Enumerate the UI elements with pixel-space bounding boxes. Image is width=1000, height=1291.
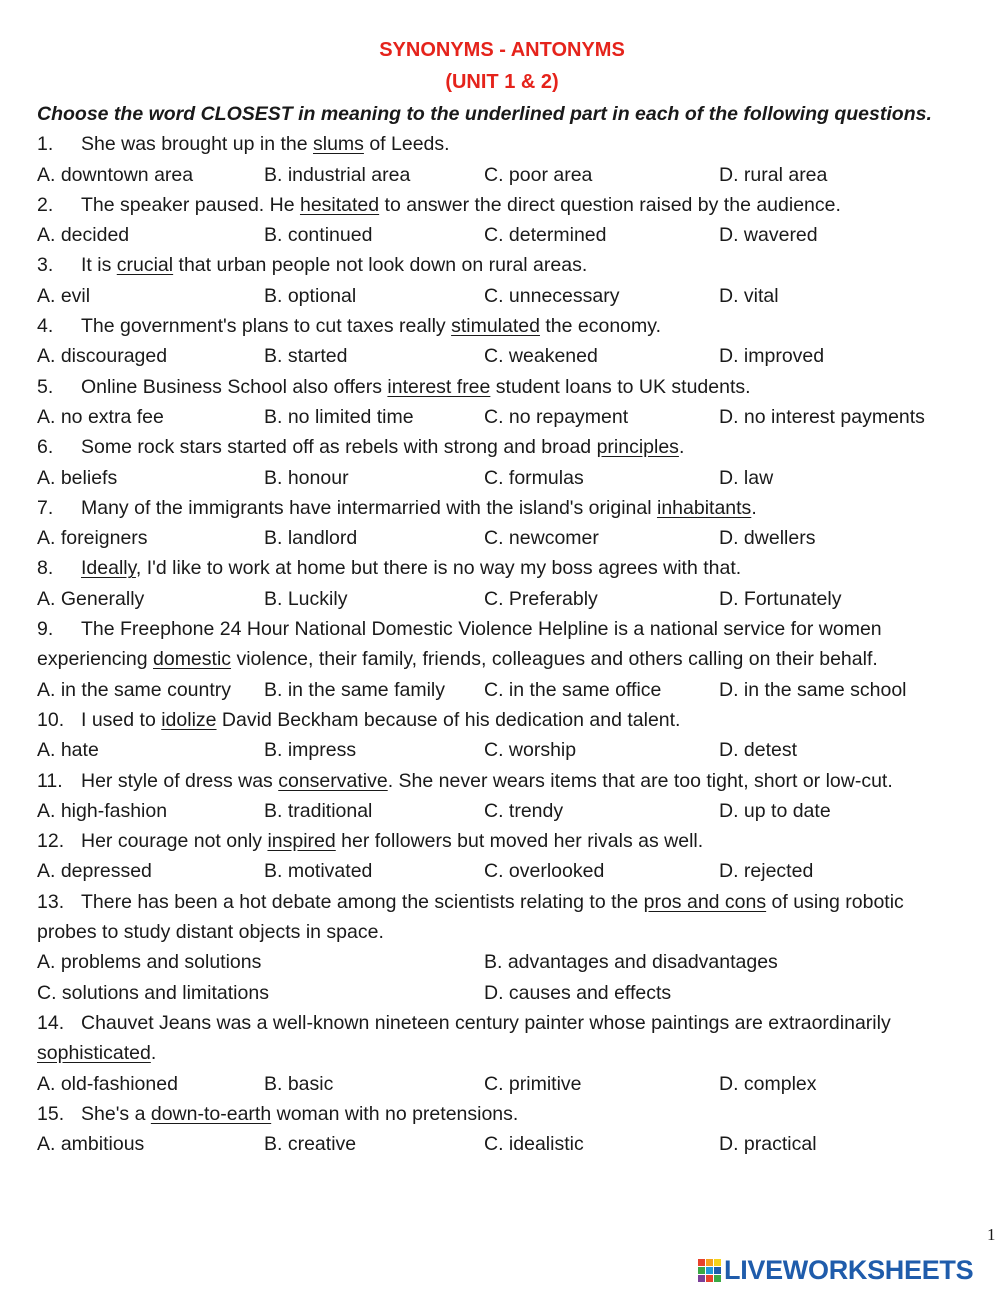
underlined-word: conservative [278,769,388,792]
question-text-before: Her courage not only [81,830,268,853]
answer-option-d[interactable]: D. law [719,466,774,489]
underlined-word: sophisticated [37,1042,151,1065]
question-number: 6. [37,436,54,459]
question-text-after: , I'd like to work at home but there is no way my boss agrees with that. [135,557,742,580]
answer-option-c[interactable]: C. weakened [484,345,598,368]
question-text-before: There has been a hot debate among the scientists relating to the [81,890,644,913]
question-text-before: Many of the immigrants have intermarried with the island's original [81,496,657,519]
question-text-after: her followers but moved her rivals as well. [335,830,704,853]
answer-option-b[interactable]: B. basic [264,1072,334,1095]
answer-option-b[interactable]: B. motivated [264,860,373,883]
question-number: 7. [37,496,54,519]
answer-option-c[interactable]: C. newcomer [484,527,599,550]
answer-option-a[interactable]: A. beliefs [37,466,118,489]
question-text [81,436,684,458]
question-text [81,830,703,852]
answer-option-c[interactable]: C. idealistic [484,1133,584,1156]
worksheet-subtitle: (UNIT 1 & 2) [445,71,559,93]
underlined-word: inhabitants [656,496,752,519]
options-row [37,856,967,886]
question-text [81,1103,518,1125]
answer-option-a[interactable]: A. hate [37,739,99,762]
question-6 [37,432,967,462]
underlined-word: domestic [153,648,232,671]
question-text-before: Some rock stars started off as rebels with strong and broad [81,436,597,459]
question-text [81,315,661,337]
answer-option-a[interactable]: A. evil [37,284,91,307]
answer-option-a[interactable]: A. problems and solutions [37,951,262,974]
options-row [37,281,967,311]
question-text-before: The government's plans to cut taxes really [81,315,452,338]
options-row [37,160,967,190]
question-text-after: woman with no pretensions. [271,1102,519,1125]
question-number: 8. [37,557,54,580]
options-row [37,978,967,1008]
answer-option-c[interactable]: C. poor area [484,163,593,186]
question-text-after: . She never wears items that are too tight, short or low-cut. [387,769,893,792]
answer-option-c[interactable]: C. unnecessary [484,284,620,307]
options-row [37,675,967,705]
question-text-after: of Leeds. [363,133,450,156]
question-7 [37,493,967,523]
underlined-word: interest free [387,375,491,398]
question-text [81,376,751,398]
question-11 [37,766,967,796]
question-number: 2. [37,193,54,216]
question-text-after: of using robotic probes to study distant objects in space. [37,890,904,944]
question-text [37,618,882,670]
question-text-after: to answer the direct question raised by the audience. [379,193,841,216]
answer-option-b[interactable]: B. started [264,345,348,368]
worksheet [37,34,967,1159]
question-4 [37,311,967,341]
brand-name: LIVEWORKSHEETS [724,1255,974,1285]
question-15 [37,1099,967,1129]
question-13 [37,887,967,948]
answer-option-c[interactable]: C. overlooked [484,860,605,883]
options-row [37,341,967,371]
question-text-before: She's a [81,1102,151,1125]
answer-option-b[interactable]: B. advantages and disadvantages [484,951,778,974]
answer-option-c[interactable]: C. determined [484,224,607,247]
instructions: Choose the word CLOSEST in meaning to the underlined part in each of the following questions. [37,103,932,125]
answer-option-d[interactable]: D. detest [719,739,798,762]
answer-option-a[interactable]: A. decided [37,224,130,247]
question-text-after: . [150,1042,157,1065]
answer-option-a[interactable]: A. depressed [37,860,152,883]
answer-option-b[interactable]: B. no limited time [264,405,414,428]
answer-option-c[interactable]: C. solutions and limitations [37,981,269,1004]
question-9 [37,614,967,675]
question-text-before: I used to [81,708,162,731]
answer-option-c[interactable]: C. worship [484,739,577,762]
answer-option-b[interactable]: B. industrial area [264,163,411,186]
answer-option-b[interactable]: B. optional [264,284,357,307]
options-row [37,220,967,250]
answer-option-d[interactable]: D. causes and effects [484,981,672,1004]
underlined-word: crucial [116,254,174,277]
page-number: 1 [987,1225,996,1244]
question-1 [37,129,967,159]
underlined-word: down-to-earth [150,1102,272,1125]
answer-option-b[interactable]: B. landlord [264,527,358,550]
underlined-word: slums [313,133,364,156]
question-text [81,194,841,216]
underlined-word: hesitated [299,193,380,216]
question-text [81,557,741,579]
answer-option-d[interactable]: D. vital [719,284,779,307]
answer-option-b[interactable]: B. honour [264,466,349,489]
question-2 [37,190,967,220]
question-text-after: student loans to UK students. [490,375,751,398]
underlined-word: inspired [267,830,336,853]
underlined-word: idolize [161,708,217,731]
answer-option-c[interactable]: C. primitive [484,1072,582,1095]
options-row [37,402,967,432]
answer-option-c[interactable]: C. in the same office [484,678,662,701]
answer-option-a[interactable]: A. old-fashioned [37,1072,178,1095]
question-number: 13. [37,890,65,913]
worksheet-title: SYNONYMS - ANTONYMS [379,39,625,61]
question-10 [37,705,967,735]
answer-option-b[interactable]: B. continued [264,224,373,247]
answer-option-d[interactable]: D. dwellers [719,527,816,550]
question-number: 3. [37,254,54,277]
answer-option-a[interactable]: A. Generally [37,587,145,610]
answer-option-a[interactable]: A. high-fashion [37,799,168,822]
question-number: 9. [37,618,54,641]
question-text [81,497,757,519]
answer-option-b[interactable]: B. Luckily [264,587,348,610]
answer-option-a[interactable]: A. ambitious [37,1133,145,1156]
answer-option-b[interactable]: B. creative [264,1133,357,1156]
question-12 [37,826,967,856]
question-3 [37,250,967,280]
answer-option-a[interactable]: A. foreigners [37,527,148,550]
answer-option-c[interactable]: C. trendy [484,799,564,822]
answer-option-d[interactable]: D. rejected [719,860,814,883]
options-row [37,735,967,765]
question-text-before: Chauvet Jeans was a well-known nineteen century painter whose paintings are extraordinarily [81,1011,891,1034]
question-text [81,770,893,792]
question-number: 15. [37,1102,65,1125]
underlined-word: pros and cons [643,890,767,913]
question-number: 1. [37,133,54,156]
underlined-word: principles [596,436,679,459]
question-number: 5. [37,375,54,398]
answer-option-b[interactable]: B. impress [264,739,357,762]
answer-option-d[interactable]: D. rural area [719,163,828,186]
question-text [81,254,587,276]
answer-option-d[interactable]: D. Fortunately [719,587,842,610]
answer-option-b[interactable]: B. traditional [264,799,373,822]
question-5 [37,372,967,402]
answer-option-a[interactable]: A. no extra fee [37,405,164,428]
options-row [37,796,967,826]
options-row [37,947,967,977]
underlined-word: stimulated [451,315,540,338]
answer-option-d[interactable]: D. in the same school [719,678,907,701]
question-text [81,133,450,155]
underlined-word: Ideally [81,557,136,580]
question-text-after: . [678,436,685,459]
question-text-before: The Freephone 24 Hour National Domestic Violence Helpline is a national service for women experiencing [37,618,882,671]
answer-option-a[interactable]: A. discouraged [37,345,168,368]
options-row [37,1069,967,1099]
question-number: 14. [37,1011,65,1034]
question-14 [37,1008,967,1069]
question-text-after: the economy. [539,315,661,338]
answer-option-a[interactable]: A. in the same country [37,678,232,701]
liveworksheets-logo[interactable] [698,1255,973,1286]
question-text-after: violence, their family, friends, colleagues and others calling on their behalf. [231,648,878,671]
options-row [37,1129,967,1159]
answer-option-d[interactable]: D. improved [719,345,825,368]
answer-option-d[interactable]: D. complex [719,1072,817,1095]
answer-option-d[interactable]: D. up to date [719,799,831,822]
question-text-after: . [751,496,757,519]
answer-option-c[interactable]: C. formulas [484,466,584,489]
question-number: 11. [37,769,63,792]
answer-option-c[interactable]: C. Preferably [484,587,598,610]
question-list [37,129,967,1159]
question-text-after: David Beckham because of his dedication and talent. [216,708,681,731]
question-number: 10. [37,708,65,731]
question-text [37,1012,891,1064]
question-8 [37,553,967,583]
answer-option-d[interactable]: D. practical [719,1133,817,1156]
question-text-before: Online Business School also offers [81,375,388,398]
answer-option-d[interactable]: D. wavered [719,224,818,247]
question-text-before: Her style of dress was [81,769,279,792]
question-number: 12. [37,830,65,853]
question-number: 4. [37,315,54,338]
options-row [37,463,967,493]
answer-option-d[interactable]: D. no interest payments [719,405,925,428]
question-text-after: that urban people not look down on rural areas. [173,254,588,277]
answer-option-a[interactable]: A. downtown area [37,163,194,186]
options-row [37,523,967,553]
options-row [37,584,967,614]
answer-option-c[interactable]: C. no repayment [484,405,629,428]
question-text-before: She was brought up in the [81,133,313,156]
question-text [37,891,904,943]
logo-grid-icon [698,1259,721,1282]
question-text-before: It is [81,254,117,277]
answer-option-b[interactable]: B. in the same family [264,678,445,701]
question-text [81,709,680,731]
question-text-before: The speaker paused. He [81,193,300,216]
